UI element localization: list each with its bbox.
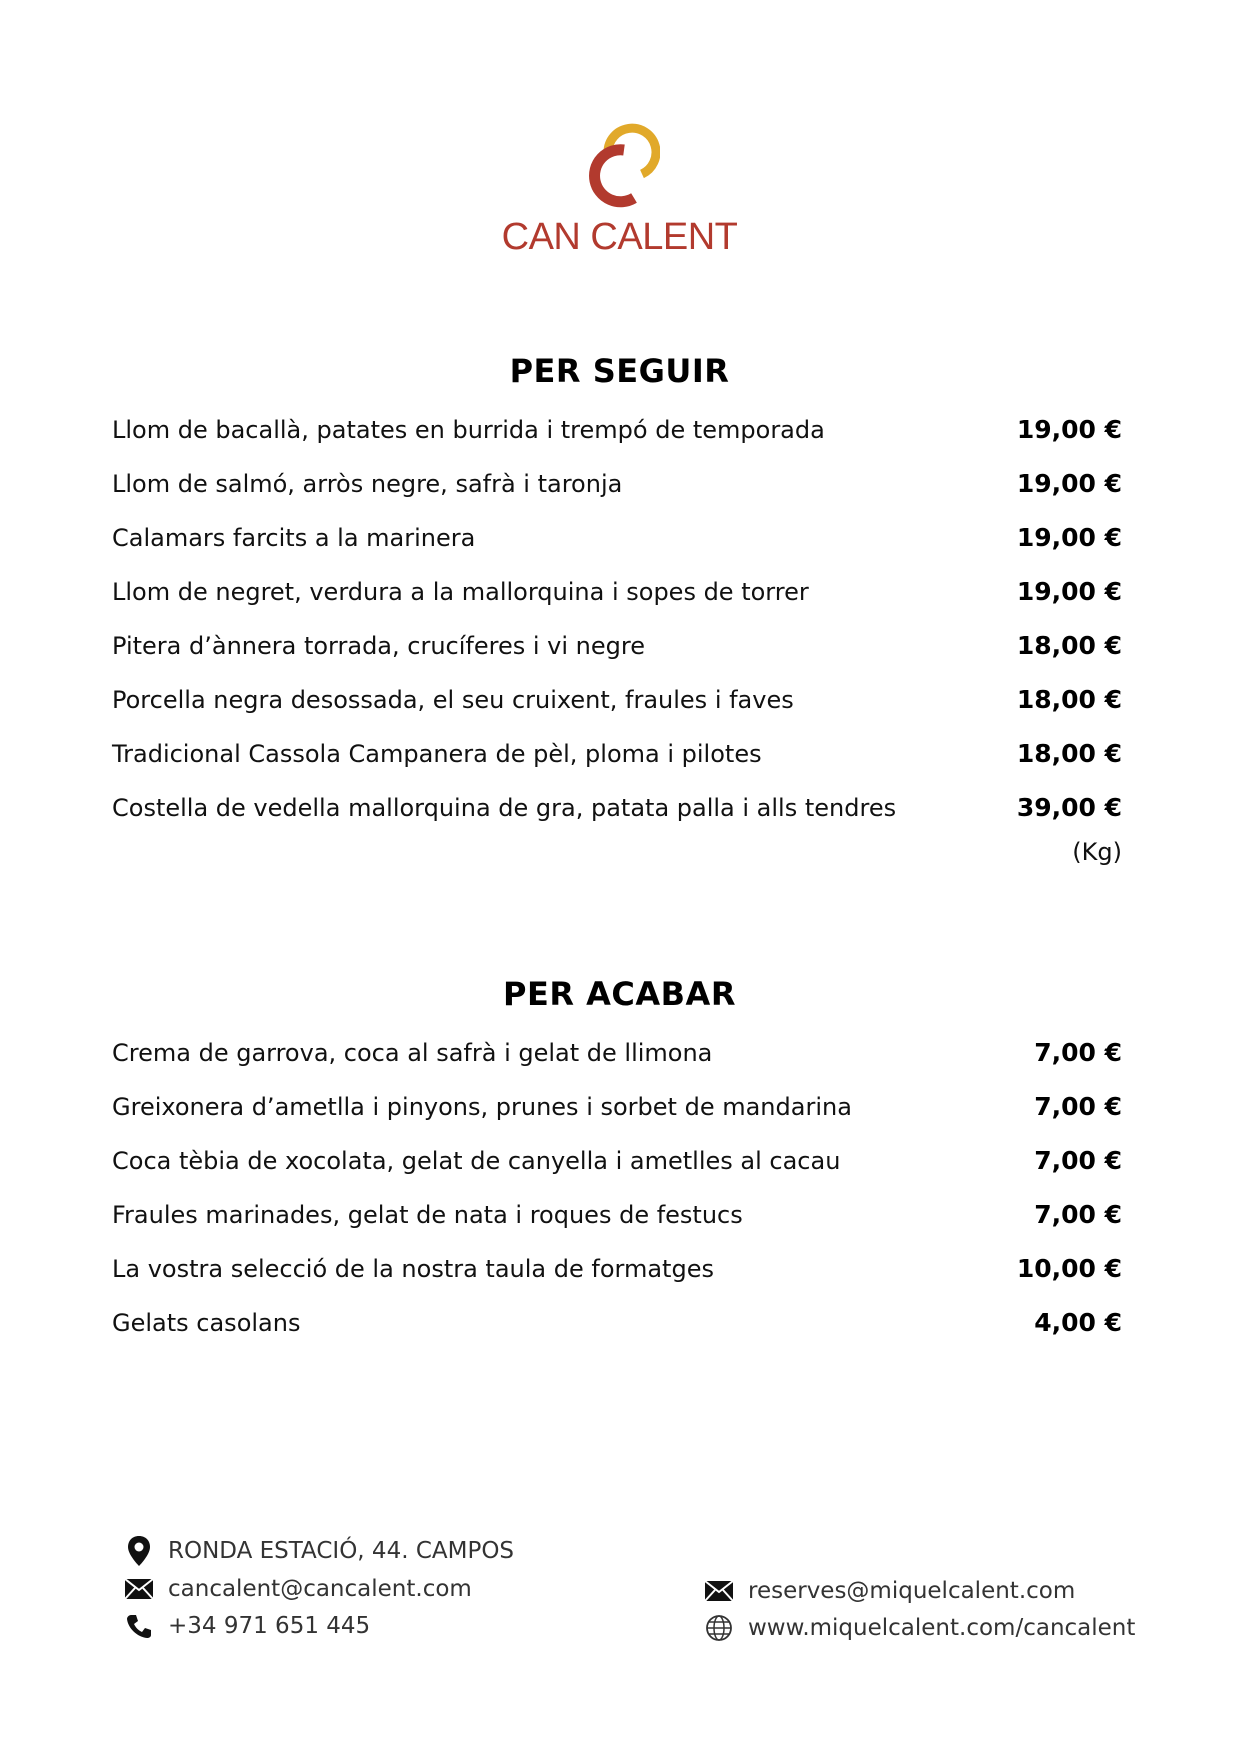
menu-item: [112, 469, 1122, 523]
section-title-per-acabar: PER ACABAR: [503, 975, 736, 1013]
dish-price: 7,00 €: [1034, 1038, 1122, 1067]
menu-list-per-seguir: [112, 415, 1122, 866]
brand-name: CAN CALENT: [501, 216, 738, 258]
menu-item: [112, 1254, 1122, 1308]
menu-item: [112, 793, 1122, 866]
menu-item: [112, 1308, 1122, 1362]
reservations-email-link[interactable]: reserves@miquelcalent.com: [748, 1578, 1076, 1604]
dish-name: Tradicional Cassola Campanera de pèl, ploma i pilotes: [112, 740, 762, 768]
globe-icon: [702, 1612, 736, 1644]
footer-website[interactable]: [702, 1612, 1135, 1644]
menu-item: [112, 1200, 1122, 1254]
footer-address: [122, 1535, 514, 1567]
menu-item: [112, 1092, 1122, 1146]
logo-mark-icon: [580, 122, 660, 212]
envelope-icon: [702, 1575, 736, 1607]
dish-name: Llom de negret, verdura a la mallorquina i sopes de torrer: [112, 578, 809, 606]
dish-price: 7,00 €: [1034, 1146, 1122, 1175]
menu-item: [112, 523, 1122, 577]
email-link[interactable]: cancalent@cancalent.com: [168, 1576, 472, 1602]
footer-reservations[interactable]: [702, 1575, 1075, 1607]
dish-price: 18,00 €: [1016, 631, 1122, 660]
website-link[interactable]: www.miquelcalent.com/cancalent: [748, 1615, 1136, 1641]
location-pin-icon: [122, 1535, 156, 1567]
dish-name: Fraules marinades, gelat de nata i roques de festucs: [112, 1201, 743, 1229]
dish-name: Porcella negra desossada, el seu cruixent, fraules i faves: [112, 686, 794, 714]
dish-price: 19,00 €: [1016, 523, 1122, 552]
dish-price: 19,00 €: [1016, 415, 1122, 444]
envelope-icon: [122, 1573, 156, 1605]
dish-price: 4,00 €: [1034, 1308, 1122, 1337]
menu-list-per-acabar: [112, 1038, 1122, 1362]
dish-name: Costella de vedella mallorquina de gra, patata palla i alls tendres: [112, 794, 897, 822]
dish-name: Crema de garrova, coca al safrà i gelat de llimona: [112, 1039, 713, 1067]
dish-price: 18,00 €: [1016, 685, 1122, 714]
phone-icon: [122, 1610, 156, 1642]
address-text: RONDA ESTACIÓ, 44. CAMPOS: [168, 1538, 515, 1564]
dish-price: 19,00 €: [1016, 469, 1122, 498]
brand-logo: [0, 122, 1239, 259]
price-unit: (Kg): [1072, 838, 1122, 866]
dish-name: Pitera d’ànnera torrada, crucíferes i vi negre: [112, 632, 645, 660]
dish-name: Llom de salmó, arròs negre, safrà i taronja: [112, 470, 623, 498]
menu-item: [112, 1038, 1122, 1092]
dish-price: 18,00 €: [1016, 739, 1122, 768]
dish-price: 10,00 €: [1016, 1254, 1122, 1283]
dish-name: Greixonera d’ametlla i pinyons, prunes i sorbet de mandarina: [112, 1093, 852, 1121]
dish-name: La vostra selecció de la nostra taula de formatges: [112, 1255, 714, 1283]
menu-item: [112, 415, 1122, 469]
menu-item: [112, 1146, 1122, 1200]
dish-price: 19,00 €: [1016, 577, 1122, 606]
dish-price: 39,00 €: [1016, 793, 1122, 822]
dish-price: 7,00 €: [1034, 1092, 1122, 1121]
menu-item: [112, 631, 1122, 685]
dish-name: Calamars farcits a la marinera: [112, 524, 476, 552]
footer-email[interactable]: [122, 1573, 472, 1605]
dish-name: Gelats casolans: [112, 1309, 301, 1337]
phone-number[interactable]: +34 971 651 445: [168, 1613, 371, 1639]
section-title-per-seguir: PER SEGUIR: [509, 352, 730, 390]
dish-name: Llom de bacallà, patates en burrida i trempó de temporada: [112, 416, 825, 444]
menu-item: [112, 577, 1122, 631]
menu-item: [112, 739, 1122, 793]
menu-item: [112, 685, 1122, 739]
footer-phone[interactable]: [122, 1610, 370, 1642]
dish-price: 7,00 €: [1034, 1200, 1122, 1229]
dish-name: Coca tèbia de xocolata, gelat de canyella i ametlles al cacau: [112, 1147, 841, 1175]
